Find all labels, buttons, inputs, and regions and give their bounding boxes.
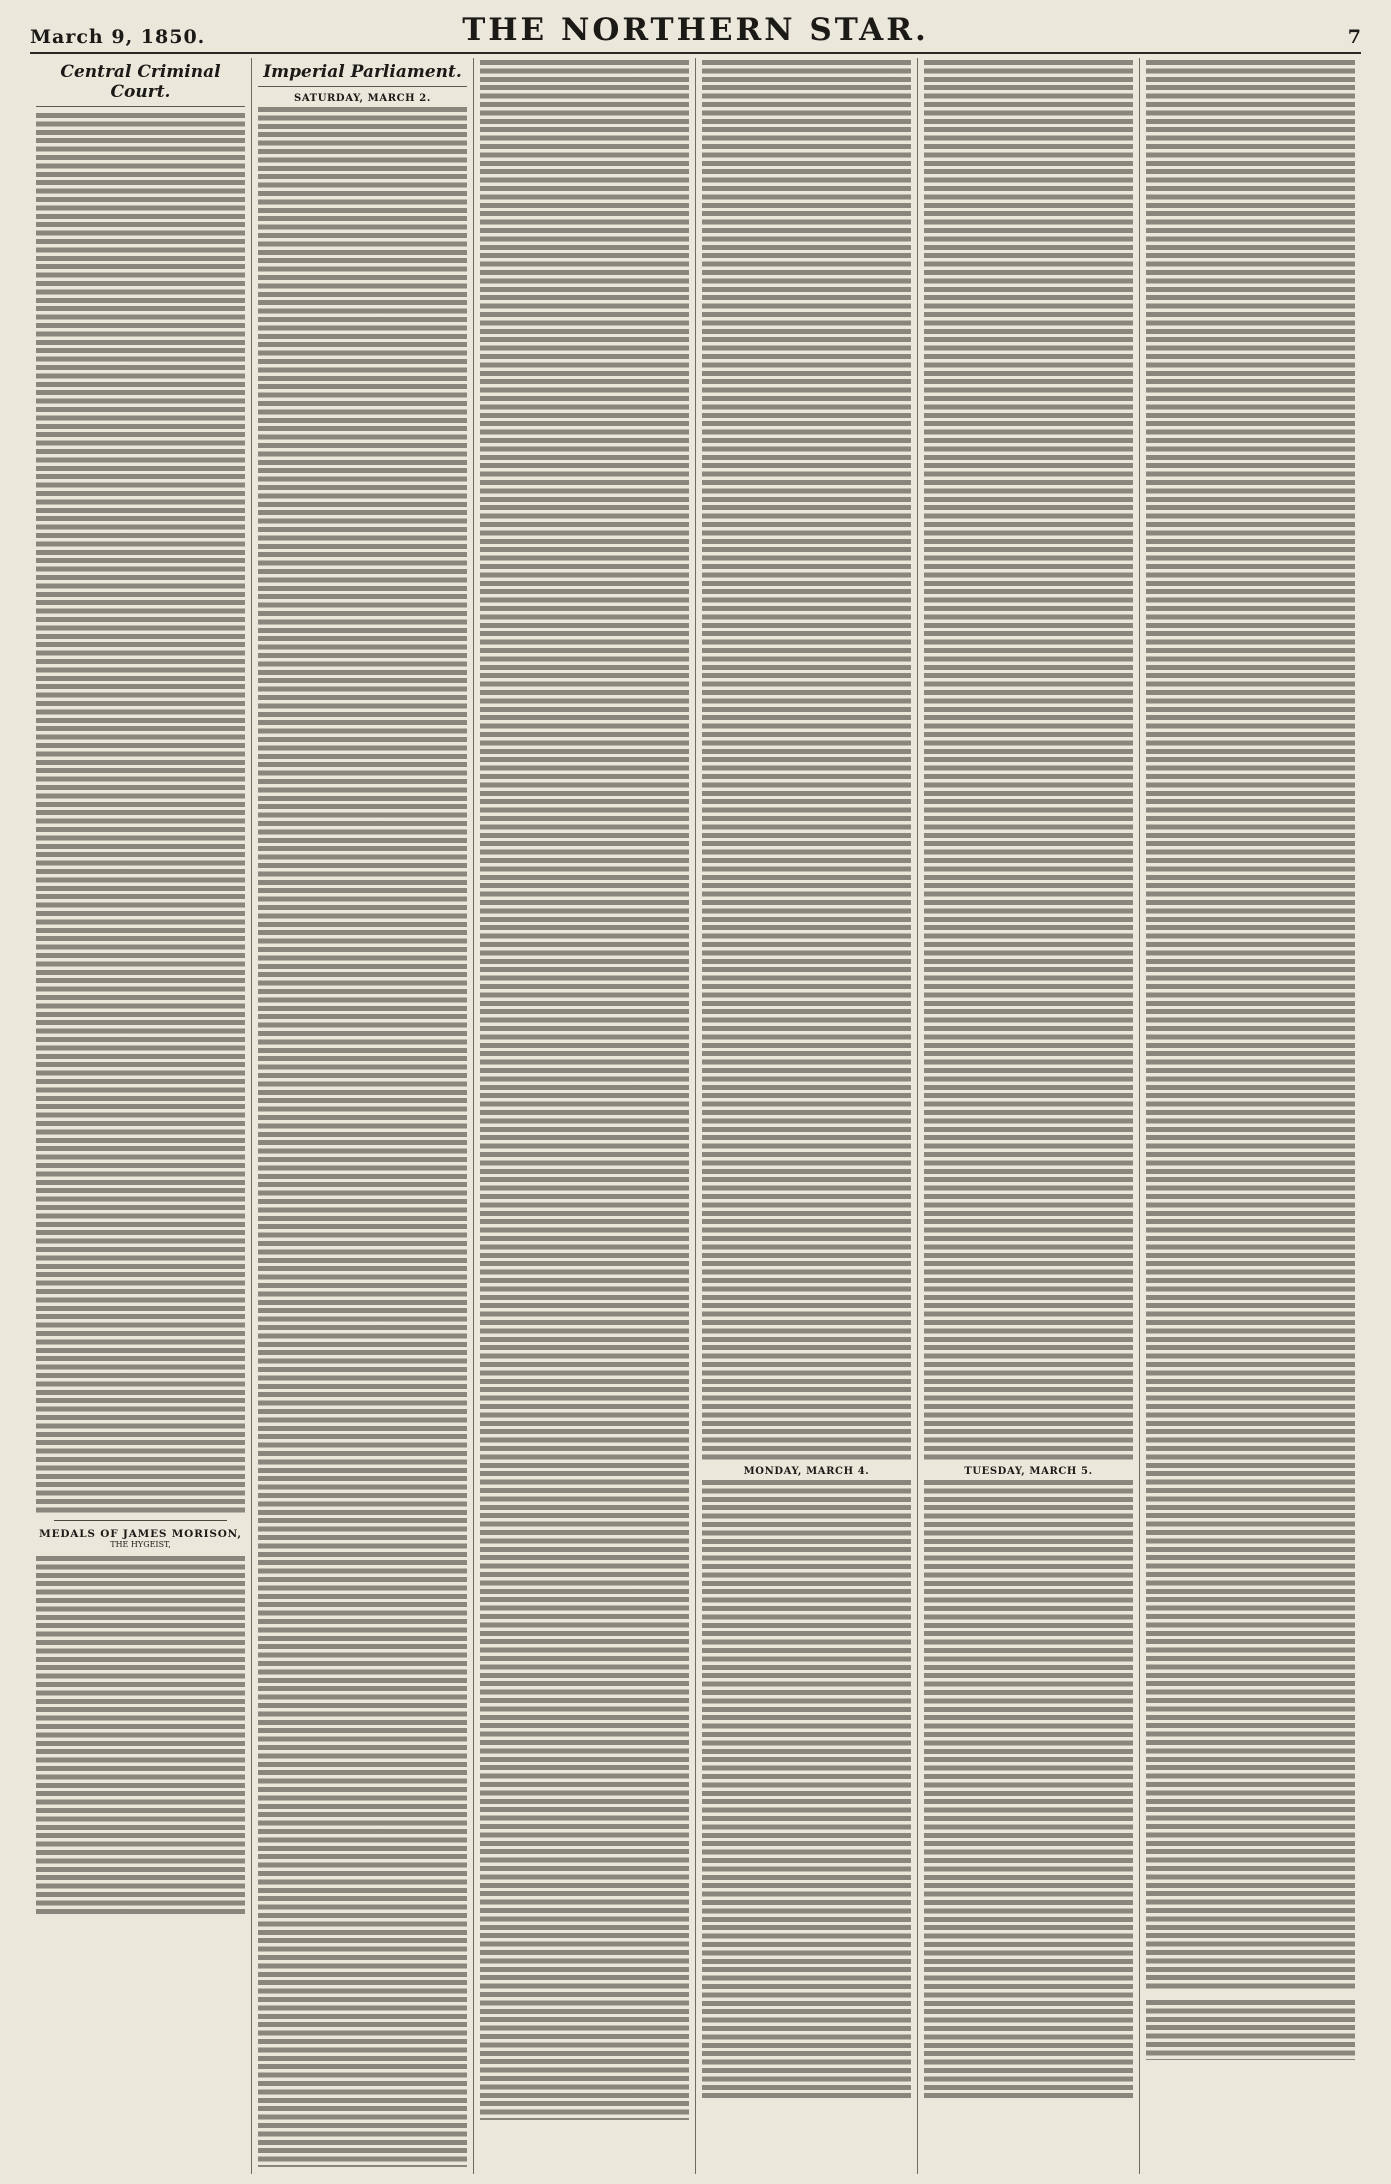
column-6	[1140, 58, 1361, 2174]
subhead-tuesday: TUESDAY, MARCH 5.	[964, 1466, 1093, 1477]
article-text-block	[924, 1480, 1133, 2100]
subhead-saturday: SATURDAY, MARCH 2.	[294, 93, 431, 104]
article-text-block	[1146, 60, 1355, 1990]
advertisement	[36, 1528, 245, 1550]
column-2	[252, 58, 474, 2174]
column-5	[918, 58, 1140, 2174]
section-title-criminal-court: Central Criminal Court.	[36, 62, 245, 107]
divider	[54, 1520, 227, 1521]
article-text-block	[924, 60, 1133, 1460]
article-text-block	[702, 60, 911, 1460]
masthead	[30, 8, 1361, 54]
section-title-parliament: Imperial Parliament.	[258, 62, 467, 87]
column-4	[696, 58, 918, 2174]
article-text-block	[258, 107, 467, 2167]
article-text-block	[1146, 2000, 1355, 2060]
article-text-block	[480, 60, 689, 2120]
ad-subtitle: THE HYGEIST,	[110, 1540, 171, 1549]
column-3	[474, 58, 696, 2174]
ad-title: MEDALS OF JAMES MORISON,	[39, 1528, 242, 1540]
advertisement-text-block	[36, 1556, 245, 1916]
article-text-block	[36, 113, 245, 1513]
newspaper-title: THE NORTHERN STAR.	[462, 12, 929, 48]
column-1	[30, 58, 252, 2174]
issue-date: March 9, 1850.	[30, 26, 206, 48]
page-number: 7	[1347, 26, 1361, 48]
article-columns	[30, 58, 1361, 2174]
subhead-monday: MONDAY, MARCH 4.	[743, 1466, 870, 1477]
article-text-block	[702, 1480, 911, 2100]
